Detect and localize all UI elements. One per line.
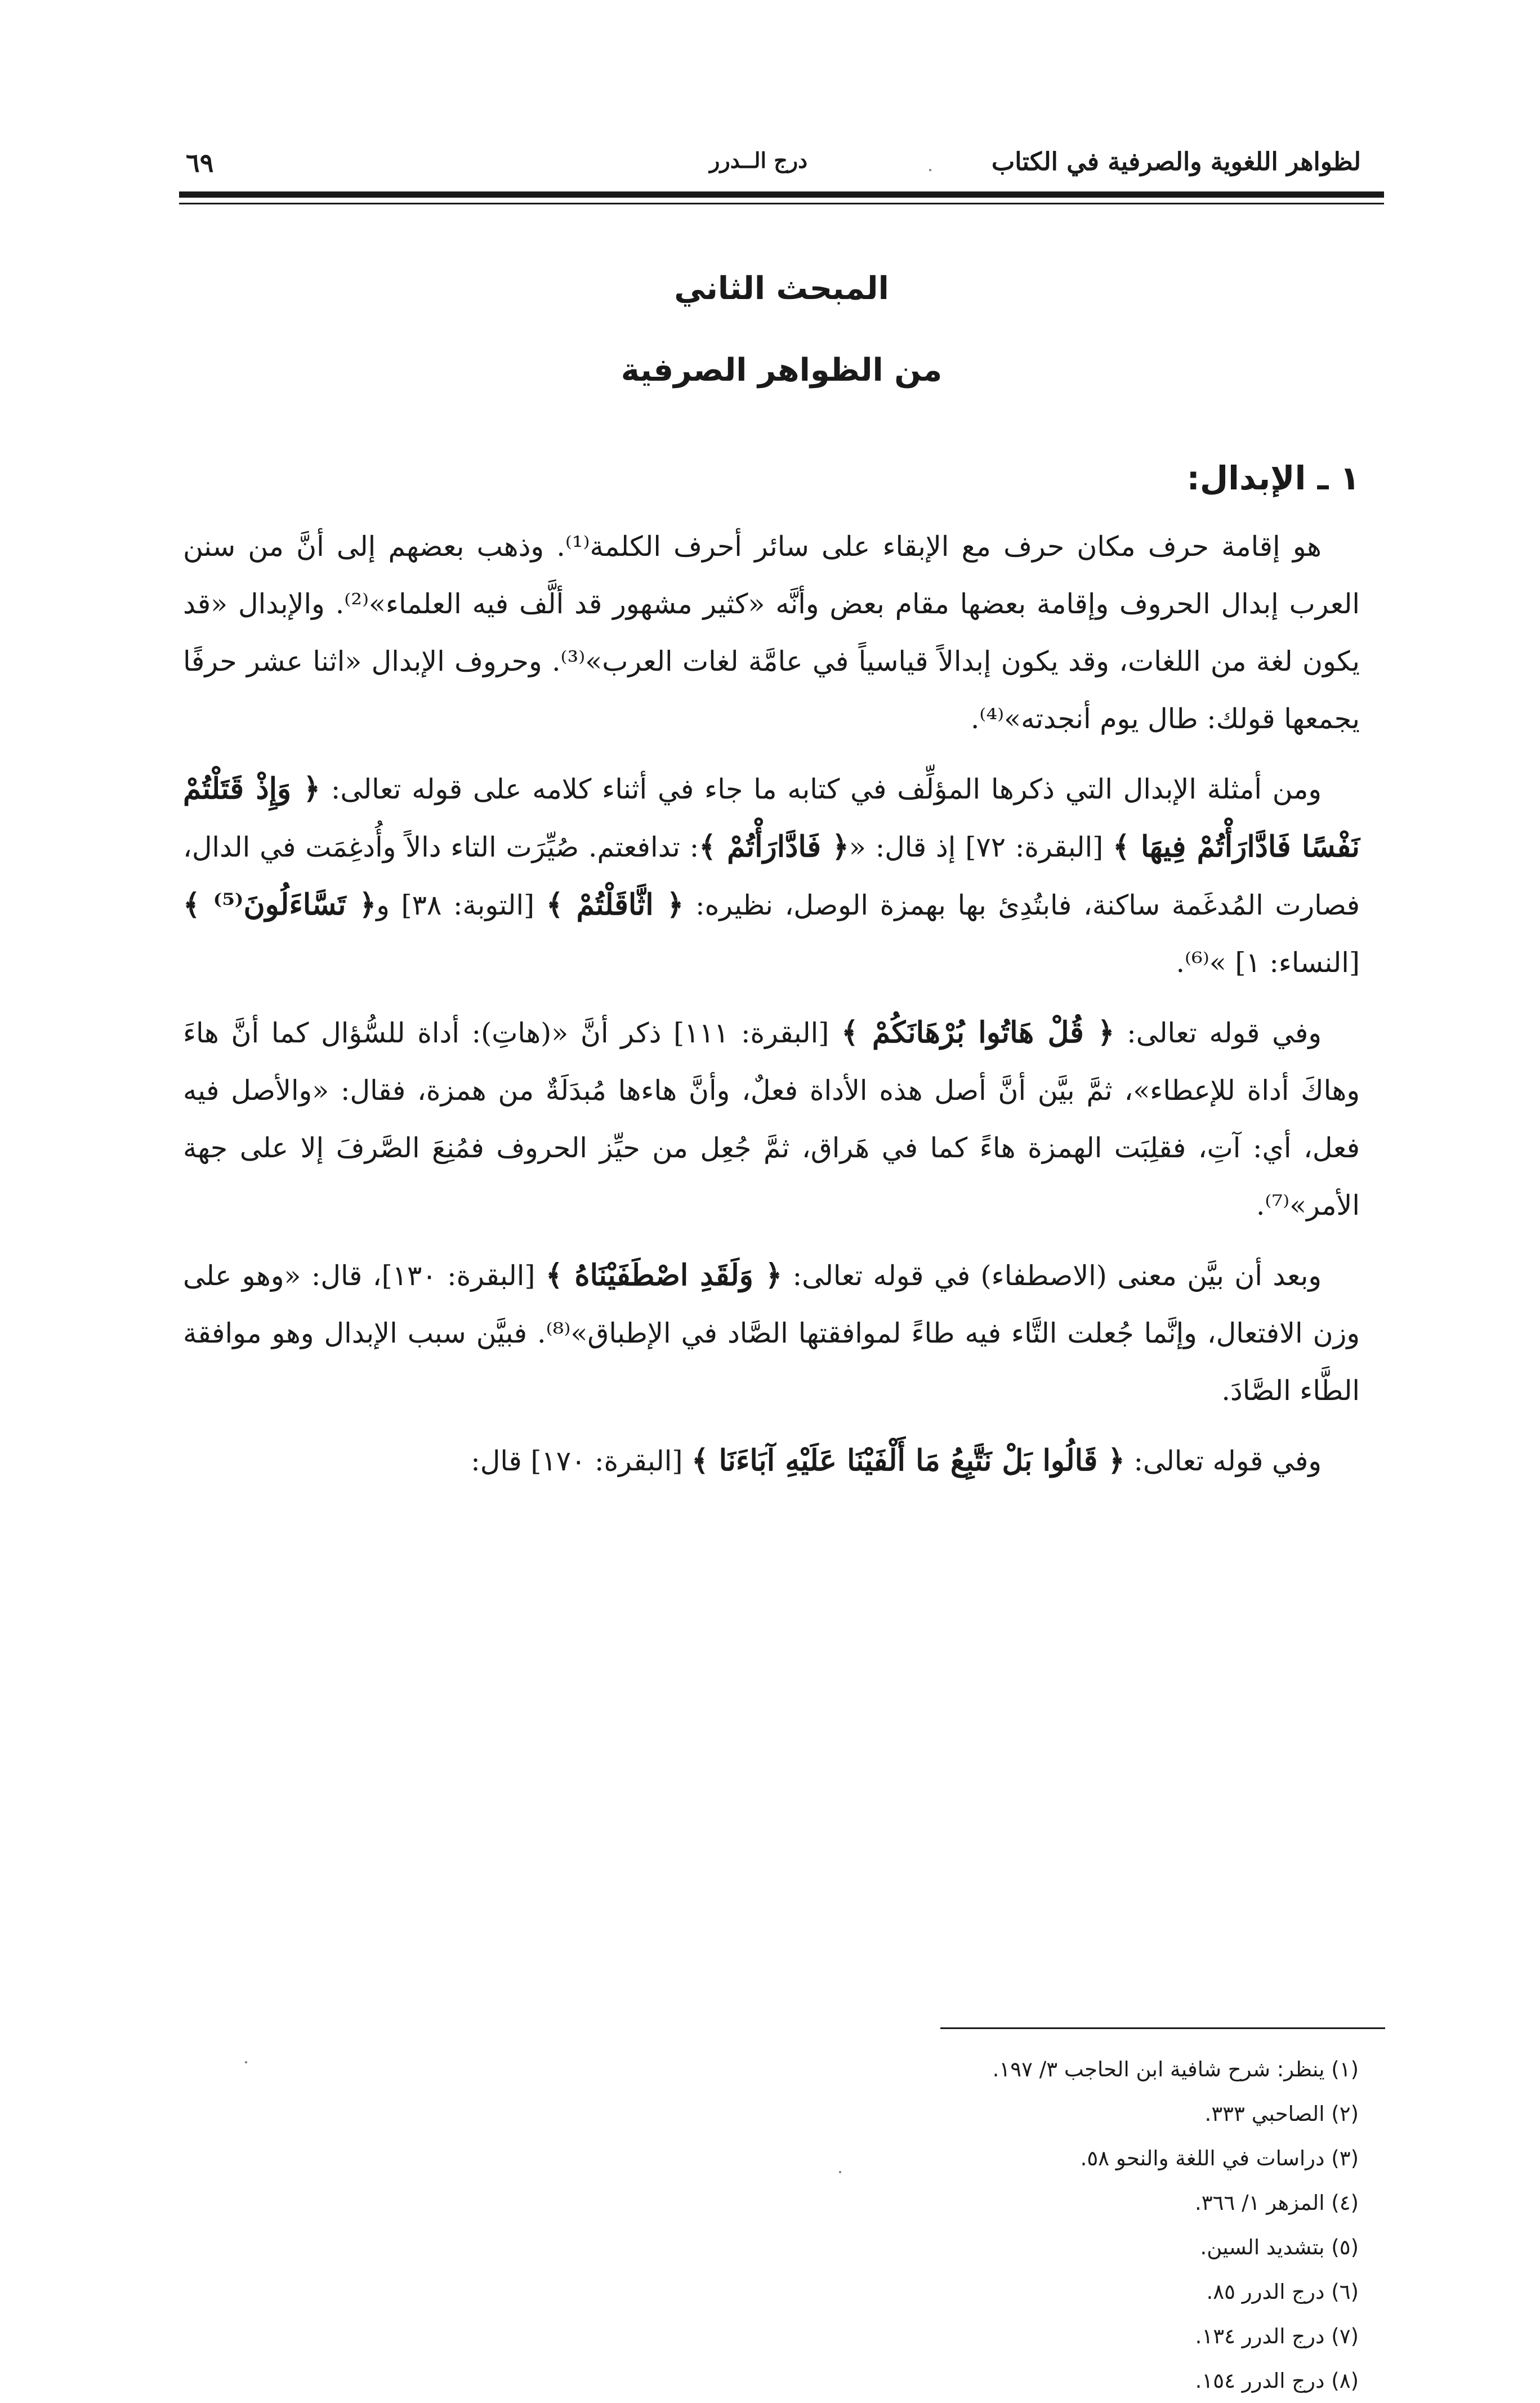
footnote-7: (٧) درج الدرر ١٣٤.	[1195, 2324, 1359, 2348]
footnote-6: (٦) درج الدرر ٨٥.	[1206, 2280, 1359, 2304]
footnote-8: (٨) درج الدرر ١٥٤.	[1195, 2369, 1359, 2393]
subsection-heading: ١ ـ الإبدال:	[1186, 459, 1360, 497]
quran-quote: ﴿ فَادَّارَأْتُمْ ﴾	[699, 830, 849, 864]
text-run: [البقرة: ١٧٠] قال:	[471, 1445, 683, 1477]
scan-speck	[245, 2061, 247, 2063]
footnote-4: (٤) المزهر ١/ ٣٦٦.	[1194, 2191, 1359, 2215]
text-run: وفي قوله تعالى:	[1127, 1017, 1322, 1049]
text-run: ومن أمثلة الإبدال التي ذكرها المؤلِّف في كتابه ما جاء في أثناء كلامه على قوله تعالى:	[331, 773, 1322, 805]
text-run: وفي قوله تعالى:	[1133, 1445, 1322, 1477]
footnote-5: (٥) بتشديد السين.	[1200, 2235, 1359, 2259]
book-title-header: لظواهر اللغوية والصرفية في الكتاب	[991, 148, 1361, 176]
paragraph-definition: هو إقامة حرف مكان حرف مع الإبقاء على سائر أحرف الكلمة⁽¹⁾. وذهب بعضهم إلى أنَّ من سنن العرب إبدال الحروف وإقامة بعضها مقام بعض وأنَّه «كثير مشهور قد ألَّف فيه العلماء»⁽²⁾. والإبدال «قد يكون لغة من اللغات، وقد يكون إبدالاً قياسياً في عامَّة لغات العرب»⁽³⁾. وحروف الإبدال «اثنا عشر حرفًا يجمعها قولك: طال يوم أنجدته»⁽⁴⁾.	[183, 530, 1360, 735]
footnote-1: (١) ينظر: شرح شافية ابن الحاجب ٣/ ١٩٧.	[992, 2057, 1359, 2081]
text-run: : تدافعتم. صُيِّرَت التاء دالاً وأُدغِمَت في الدال، فصارت المُدغَمة ساكنة، فابتُدِئ بها بهمزة الوصل، نظيره:	[183, 831, 1360, 921]
footnote-separator	[940, 2027, 1385, 2029]
footnote-2: (٢) الصاحبي ٣٣٣.	[1204, 2102, 1359, 2126]
section-title: المبحث الثاني	[674, 270, 889, 307]
text-run: [النساء: ١] »⁽⁶⁾.	[1176, 947, 1360, 979]
center-running-title: درج الــدرر	[709, 148, 808, 173]
quran-quote: ﴿ قُلْ هَاتُوا بُرْهَانَكُمْ ﴾	[841, 1015, 1115, 1050]
text-run: وبعد أن بيَّن معنى (الاصطفاء) في قوله تعالى:	[792, 1260, 1322, 1292]
paragraph-alfayna	[183, 1432, 1360, 1490]
header-rule-thin	[179, 203, 1384, 204]
footnotes	[993, 2047, 1359, 2403]
text-run: [التوبة: ٣٨] و	[376, 889, 535, 921]
page-number: ٦٩	[186, 148, 214, 178]
paragraph-examples	[183, 760, 1360, 992]
header-rule-thick	[179, 191, 1384, 198]
section-subtitle: من الظواهر الصرفية	[621, 352, 943, 389]
paragraph-hati	[183, 1004, 1360, 1234]
quran-quote: ﴿ تَسَّاءَلُونَ⁽⁵⁾ ﴾	[183, 888, 377, 922]
scan-speck	[929, 169, 931, 171]
text-run: [البقرة: ١٣٠]، قال: «وهو على وزن الافتعال، وإنَّما جُعلت التَّاء فيه طاءً لموافقتها الصَّاد في الإطباق»⁽⁸⁾. فبيَّن سبب الإبدال وهو موافقة الطَّاء الصَّادَ.	[183, 1260, 1360, 1407]
body-text	[183, 518, 1360, 1490]
paragraph-istifa	[183, 1247, 1360, 1420]
footnote-3: (٣) دراسات في اللغة والنحو ٥٨.	[1080, 2146, 1359, 2170]
quran-quote: ﴿ وَلَقَدِ اصْطَفَيْنَاهُ ﴾	[545, 1258, 783, 1292]
quran-quote: ﴿ وَإِذْ قَتَلْتُمْ نَفْسًا فَادَّارَأْتُمْ فِيهَا ﴾	[183, 772, 1360, 864]
quran-quote: ﴿ اثَّاقَلْتُمْ ﴾	[546, 888, 684, 922]
scan-speck	[839, 2171, 841, 2173]
text-run: [البقرة: ٧٢] إذ قال: «	[849, 831, 1104, 863]
quran-quote: ﴿ قَالُوا بَلْ نَتَّبِعُ مَا أَلْفَيْنَا عَلَيْهِ آبَاءَنَا ﴾	[691, 1443, 1125, 1478]
text-run: [البقرة: ١١١] ذكر أنَّ «(هاتِ): أداة للسُّؤال كما أنَّ هاءَ وهاكَ أداة للإعطاء»، ثمَّ بيَّن أنَّ أصل هذه الأداة فعلٌ، وأنَّ هاءها مُبدَلَةٌ من همزة، فقال: «والأصل فيه فعل، أي: آتِ، فقلِبَت الهمزة هاءً كما في هَراق، ثمَّ جُعِل من حيِّز الحروف فمُنِعَ الصَّرفَ إلا على جهة الأمر»⁽⁷⁾.	[183, 1017, 1360, 1221]
